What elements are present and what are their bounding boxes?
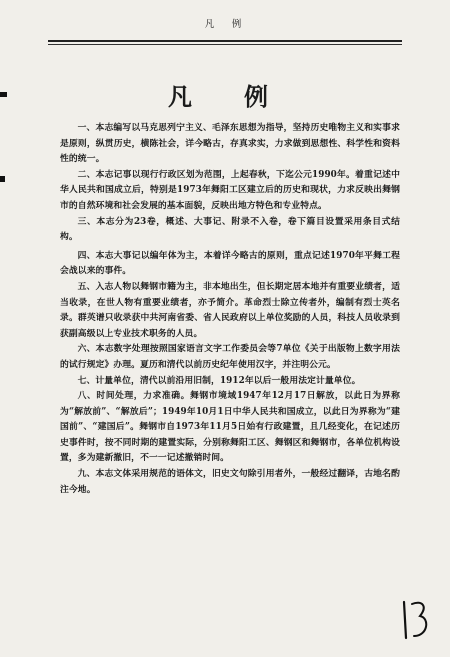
paragraph-3: 三、本志分为23卷，概述、大事记、附录不入卷，卷下篇目设置采用条目式结构。 — [60, 216, 400, 243]
paragraph-8: 八、时间处理，力求准确。舞钢市境域1947年12月17日解放，以此日为界称为“解放前”、“解放后”；1949年10月1日中华人民共和国成立，以此日为界称为“建国前”、“建国后”。舞钢市自1973年11月5日始有行政建置，且几经变化，在记述历史事件时，按不同时期的建置实际，分别称舞阳工区、舞钢区和舞钢市，各单位机构设置，多为建新撤旧，不一一记述撤销时间。 — [60, 391, 400, 464]
paragraph-2: 二、本志记事以现行行政区划为范围，上起春秋，下迄公元1990年。着重记述中华人民共和国成立后，特别是1973年舞阳工区建立后的历史和现状，力求反映出舞钢市的自然环境和社会发展的基本面貌，反映出地方特色和专业特点。 — [60, 169, 400, 211]
paragraph-1: 一、本志编写以马克思列宁主义、毛泽东思想为指导，坚持历史唯物主义和实事求是原则，纵贯历史，横陈社会，详今略古，存真求实，力求做到思想性、科学性和资料性的统一。 — [60, 123, 400, 165]
header-rule-thin — [48, 44, 402, 45]
paragraph-9: 九、本志文体采用规范的语体文，旧史文句除引用者外，一般经过翻译，古地名酌注今地。 — [60, 469, 400, 495]
paragraph-5: 五、入志人物以舞钢市籍为主，非本地出生，但长期定居本地并有重要业绩者，适当收录，在世人物有重要业绩者，亦予简介。革命烈士除立传者外，编制有烈士英名录。群英谱只收录获中共河南省委、省人民政府以上单位奖励的人员，科技人员收录到获副高级以上专业技术职务的人员。 — [60, 281, 400, 339]
handwritten-page-number — [396, 598, 432, 642]
running-head: 凡 例 — [204, 19, 246, 30]
handwritten-13-icon — [396, 598, 432, 642]
paragraph-6: 六、本志数字处理按照国家语言文字工作委员会等7单位《关于出版物上数字用法的试行规定》办理。夏历和清代以前历史纪年使用汉字，并注明公元。 — [60, 344, 400, 370]
document-body — [60, 121, 400, 498]
page-title: 凡 例 — [168, 82, 282, 111]
paragraph-4: 四、本志大事记以编年体为主，本着详今略古的原则，重点记述1970年平舞工程会战以来的事件。 — [60, 250, 400, 277]
paragraph-7: 七、计量单位，清代以前沿用旧制，1912年以后一般用法定计量单位。 — [77, 375, 361, 386]
header-rule-thick — [48, 40, 402, 42]
margin-mark — [0, 176, 5, 182]
